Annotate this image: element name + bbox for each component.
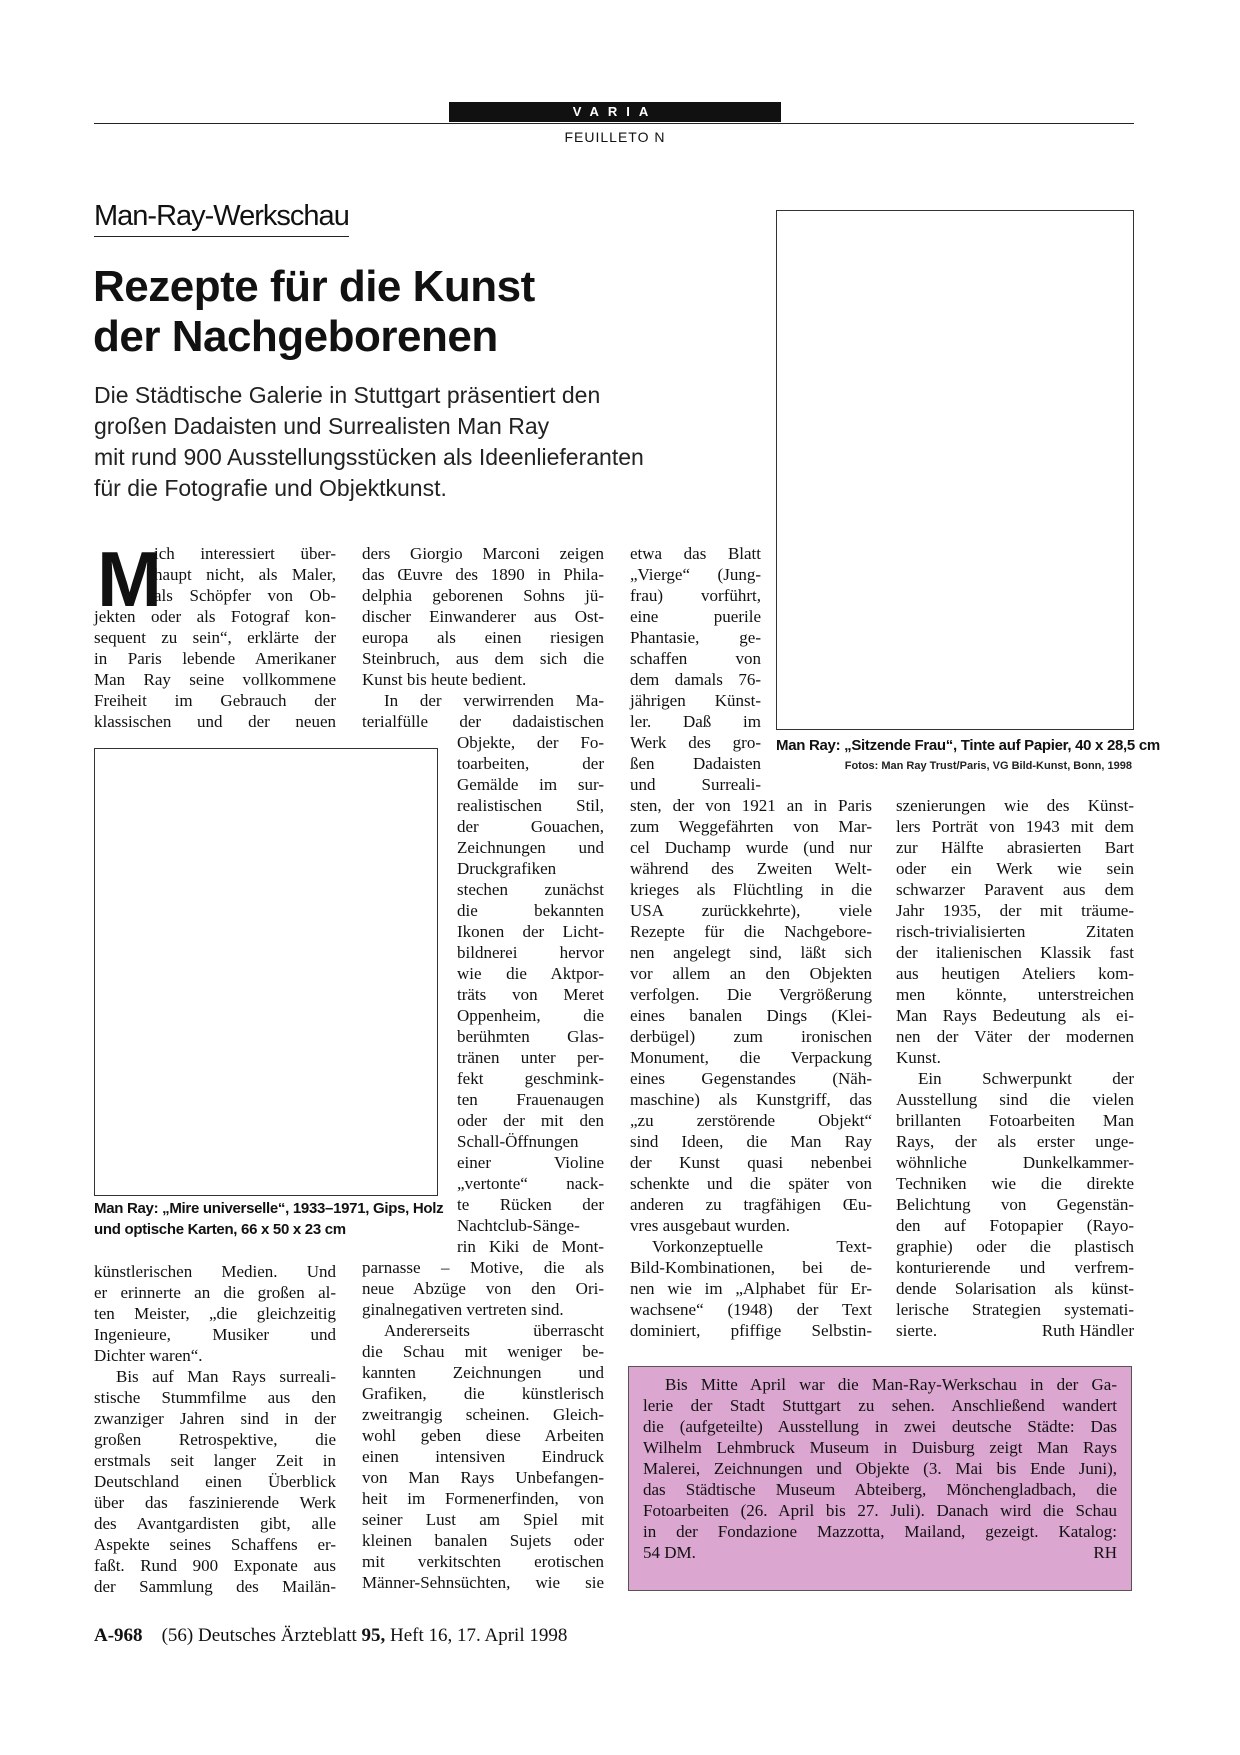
text-line: Ein Schwerpunkt der	[918, 1069, 1134, 1088]
text-line: delphia geborenen Sohns jü-	[362, 586, 604, 605]
column-4	[896, 795, 1134, 1320]
text-line: den auf Fotopapier (Rayo-	[896, 1216, 1134, 1235]
text-line: sequent zu sein“, erklärte der	[94, 628, 336, 647]
text-line: verfolgen. Die Vergrößerung	[630, 985, 872, 1004]
text-line: Man Rays Bedeutung als ei-	[896, 1006, 1134, 1025]
text-line: stechen zunächst	[457, 880, 604, 899]
text-line: künstlerischen Medien. Und	[94, 1262, 336, 1281]
text-line: Vorkonzeptuelle Text-	[652, 1237, 872, 1256]
text-line: ders Giorgio Marconi zeigen	[362, 544, 604, 563]
text-line: lers Porträt von 1943 mit dem	[896, 817, 1134, 836]
text-line: ler. Daß im	[630, 712, 761, 731]
text-line: wohl geben diese Arbeiten	[362, 1426, 604, 1445]
text-line: sind Ideen, die Man Ray	[630, 1132, 872, 1151]
caption-line: und optische Karten, 66 x 50 x 23 cm	[94, 1221, 346, 1238]
text-line	[896, 1320, 1134, 1341]
text-line: zweitrangig scheinen. Gleich-	[362, 1405, 604, 1424]
text-line: in Paris lebende Amerikaner	[94, 649, 336, 668]
text-line: der Kunst quasi nebenbei	[630, 1153, 872, 1172]
text-line: In der verwirrenden Ma-	[384, 691, 604, 710]
text-line: rin Kiki de Mont-	[457, 1237, 604, 1256]
text-line: ßen Dadaisten	[630, 754, 761, 773]
text-line: schwarzer Paravent aus dem	[896, 880, 1134, 899]
text-line: Kunst bis heute bedient.	[362, 670, 527, 689]
text-line: kannten Zeichnungen und	[362, 1363, 604, 1382]
text-line: nen wie im „Alphabet für Er-	[630, 1279, 872, 1298]
text-line: bildnerei hervor	[457, 943, 604, 962]
info-line: lerie der Stadt Stuttgart zu sehen. Anschließend wandert	[643, 1396, 1117, 1415]
info-line: Bis Mitte April war die Man-Ray-Werkschau in der Ga-	[665, 1375, 1117, 1394]
text-line: kleinen banalen Sujets oder	[362, 1531, 604, 1550]
text-line: terialfülle der dadaistischen	[362, 712, 604, 731]
standfirst-line: Die Städtische Galerie in Stuttgart präsentiert den	[94, 382, 601, 408]
text-line: eine puerile	[630, 607, 761, 626]
column-4-end	[896, 1320, 1134, 1341]
article-rubric: Man-Ray-Werkschau	[94, 200, 349, 237]
text-line: Männer-Sehnsüchten, wie sie	[362, 1573, 604, 1592]
info-line: in der Fondazione Mazzotta, Mailand, gezeigt. Katalog:	[643, 1522, 1117, 1541]
text-line: Techniken wie die direkte	[896, 1174, 1134, 1193]
text-line: mit verkitschten erotischen	[362, 1552, 604, 1571]
text-line: neue Abzüge von den Ori-	[362, 1279, 604, 1298]
text-line: Andererseits überrascht	[384, 1321, 604, 1340]
text-line: graphie) oder die plastisch	[896, 1237, 1134, 1256]
text-line: wöhnliche Dunkelkammer-	[896, 1153, 1134, 1172]
text-line: Ikonen der Licht-	[457, 922, 604, 941]
text-line: zwanziger Jahren sind in der	[94, 1409, 336, 1428]
author-name: Ruth Händler	[1041, 1321, 1134, 1340]
text-line: dem damals 76-	[630, 670, 761, 689]
text-line: Phantasie, ge-	[630, 628, 761, 647]
text-line: „zu zerstörende Objekt“	[630, 1111, 872, 1130]
text-line: vor allem an den Objekten	[630, 964, 872, 983]
photo-credit: Fotos: Man Ray Trust/Paris, VG Bild-Kunst, Bonn, 1998	[844, 760, 1132, 772]
info-line: Fotoarbeiten (26. April bis 27. Juli). Danach wird die Schau	[643, 1501, 1117, 1520]
text-line: Grafiken, die künstlerisch	[362, 1384, 604, 1403]
text-line: derbügel) zum ironischen	[630, 1027, 872, 1046]
text-line: lerische Strategien systemati-	[896, 1300, 1134, 1319]
text-line: von Man Rays Unbefangen-	[362, 1468, 604, 1487]
headline-line: Rezepte für die Kunst	[93, 262, 535, 311]
page-num-paren: (56)	[161, 1625, 194, 1646]
text-line: der italienischen Klassik fast	[896, 943, 1134, 962]
text-line: seiner Lust am Spiel mit	[362, 1510, 604, 1529]
headline-line: der Nachgeborenen	[93, 312, 498, 361]
column-2-narrow	[457, 732, 604, 1257]
last-line-text: sierte.	[896, 1321, 938, 1340]
column-2-bottom	[362, 1257, 604, 1593]
text-line: großen Retrospektive, die	[94, 1430, 336, 1449]
text-line: toarbeiten, der	[457, 754, 604, 773]
caption-sitzende-frau: Man Ray: „Sitzende Frau“, Tinte auf Papier, 40 x 28,5 cm	[776, 737, 1160, 754]
caption-mire-universelle	[94, 1198, 454, 1240]
text-line: „Vierge“ (Jung-	[630, 565, 761, 584]
text-line: der Gouachen,	[457, 817, 604, 836]
text-line: Bild-Kombinationen, bei de-	[630, 1258, 872, 1277]
text-line: einen intensiven Eindruck	[362, 1447, 604, 1466]
text-line: Jahr 1935, der mit träume-	[896, 901, 1134, 920]
column-1-bottom	[94, 1261, 336, 1597]
text-line: maschine) als Kunstgriff, das	[630, 1090, 872, 1109]
journal-issue: Heft 16, 17. April 1998	[390, 1625, 568, 1646]
text-line: des Avantgardisten gibt, alle	[94, 1514, 336, 1533]
text-line: oder der mit den	[457, 1111, 604, 1130]
text-line: cel Duchamp wurde (und nur	[630, 838, 872, 857]
text-line: fekt geschmink-	[457, 1069, 604, 1088]
text-line: Aspekte seines Schaffens er-	[94, 1535, 336, 1554]
text-line: Druckgrafiken	[457, 859, 557, 878]
column-3-wide	[630, 795, 872, 1341]
text-line: etwa das Blatt	[630, 544, 761, 563]
article-standfirst	[94, 380, 694, 504]
text-line: über das faszinierende Werk	[94, 1493, 336, 1512]
text-line: dominiert, pfiffige Selbstin-	[630, 1321, 872, 1340]
text-line: er erinnerte an die großen al-	[94, 1283, 336, 1302]
text-line: jekten oder als Fotograf kon-	[94, 607, 336, 626]
text-line: während des Zweiten Welt-	[630, 859, 872, 878]
text-line: ich interessiert über-	[154, 544, 336, 563]
text-line: te Rücken der	[457, 1195, 604, 1214]
standfirst-line: mit rund 900 Ausstellungsstücken als Ideenlieferanten	[94, 444, 644, 470]
text-line: men könnte, unterstreichen	[896, 985, 1134, 1004]
text-line: brillanten Fotoarbeiten Man	[896, 1111, 1134, 1130]
text-line: heit im Formenerfinden, von	[362, 1489, 604, 1508]
info-initials: RH	[1093, 1543, 1117, 1562]
article-headline	[93, 262, 693, 362]
text-line: Werk des gro-	[630, 733, 761, 752]
text-line: Dichter waren“.	[94, 1346, 203, 1365]
text-line: ten Frauenaugen	[457, 1090, 604, 1109]
text-line: die Schau mit weniger be-	[362, 1342, 604, 1361]
text-line: berühmten Glas-	[457, 1027, 604, 1046]
text-line: dende Solarisation als künst-	[896, 1279, 1134, 1298]
text-line: Freiheit im Gebrauch der	[94, 691, 336, 710]
text-line: tränen unter per-	[457, 1048, 604, 1067]
photo-sitzende-frau	[776, 210, 1134, 730]
text-line: jährigen Künst-	[630, 691, 761, 710]
header-rule	[94, 123, 1134, 124]
text-line: anderen zu tragfähigen Œu-	[630, 1195, 872, 1214]
text-line: faßt. Rund 900 Exponate aus	[94, 1556, 336, 1575]
text-line: Rezepte für die Nachgebore-	[630, 922, 872, 941]
subsection-label: FEUILLETO N	[564, 129, 666, 145]
text-line: discher Einwanderer aus Ost-	[362, 607, 604, 626]
text-line: Ausstellung sind die vielen	[896, 1090, 1134, 1109]
text-line: aus heutigen Ateliers kom-	[896, 964, 1134, 983]
journal-volume: 95,	[361, 1625, 386, 1646]
text-line: der Sammlung des Mailän-	[94, 1577, 336, 1596]
text-line: Steinbruch, aus dem sich die	[362, 649, 604, 668]
text-line: klassischen und der neuen	[94, 712, 336, 731]
text-line: frau) vorführt,	[630, 586, 761, 605]
text-line: Belichtung von Gegenstän-	[896, 1195, 1134, 1214]
text-line: sten, der von 1921 an in Paris	[630, 796, 872, 815]
info-line: Malerei, Zeichnungen und Objekte (3. Mai bis Ende Juni),	[643, 1459, 1117, 1478]
text-line: Gemälde im sur-	[457, 775, 604, 794]
text-line: risch-trivialisierten Zitaten	[896, 922, 1134, 941]
info-line: die (aufgeteilte) Ausstellung in zwei deutsche Städte: Das	[643, 1417, 1117, 1436]
column-1-top	[94, 535, 336, 732]
text-line: Objekte, der Fo-	[457, 733, 604, 752]
text-line: eines Gegenstandes (Näh-	[630, 1069, 872, 1088]
text-line: das Œuvre des 1890 in Phila-	[362, 565, 604, 584]
text-line: erstmals seit langer Zeit in	[94, 1451, 336, 1470]
text-line: Zeichnungen und	[457, 838, 604, 857]
text-line: Ingenieure, Musiker und	[94, 1325, 336, 1344]
text-line: ginalnegativen vertreten sind.	[362, 1300, 564, 1319]
text-line: parnasse – Motive, die als	[362, 1258, 604, 1277]
caption-line: Man Ray: „Mire universelle“, 1933–1971, Gips, Holz	[94, 1200, 444, 1217]
drop-cap: M	[97, 535, 162, 623]
text-line: einer Violine	[457, 1153, 604, 1172]
text-line: „vertonte“ nack-	[457, 1174, 604, 1193]
text-line: Deutschland einen Überblick	[94, 1472, 336, 1491]
info-line	[643, 1542, 1117, 1563]
text-line: und Surreali-	[630, 775, 761, 794]
text-line: vres ausgebaut wurden.	[630, 1216, 791, 1235]
text-line: träts von Meret	[457, 985, 604, 1004]
text-line: Monument, die Verpackung	[630, 1048, 872, 1067]
text-line: Bis auf Man Rays surreali-	[116, 1367, 336, 1386]
page-number: A-968	[94, 1625, 143, 1646]
text-line: realistischen Stil,	[457, 796, 604, 815]
text-line: Man Ray seine vollkommene	[94, 670, 336, 689]
text-line: Kunst.	[896, 1048, 941, 1067]
standfirst-line: für die Fotografie und Objektkunst.	[94, 475, 447, 501]
text-line: schenkte und die später von	[630, 1174, 872, 1193]
text-line: zur Hälfte abrasierten Bart	[896, 838, 1134, 857]
text-line: haupt nicht, als Maler,	[154, 565, 336, 584]
standfirst-line: großen Dadaisten und Surrealisten Man Ray	[94, 413, 550, 439]
text-line: szenierungen wie des Künst-	[896, 796, 1134, 815]
text-line: wie die Aktpor-	[457, 964, 604, 983]
text-line: zum Weggefährten von Mar-	[630, 817, 872, 836]
info-line: das Städtische Museum Abteiberg, Mönchengladbach, die	[643, 1480, 1117, 1499]
photo-mire-universelle	[94, 748, 438, 1196]
text-line: oder ein Werk wie sein	[896, 859, 1134, 878]
text-line: Nachtclub-Sänge-	[457, 1216, 580, 1235]
section-label: VARIA	[449, 102, 781, 122]
text-line: Schall-Öffnungen	[457, 1132, 579, 1151]
info-last-text: 54 DM.	[643, 1543, 696, 1562]
column-2-top	[362, 543, 604, 732]
text-line: als Schöpfer von Ob-	[154, 586, 336, 605]
text-line: schaffen von	[630, 649, 761, 668]
text-line: Rays, der als erster unge-	[896, 1132, 1134, 1151]
info-line: Wilhelm Lehmbruck Museum in Duisburg zeigt Man Rays	[643, 1438, 1117, 1457]
text-line: nen der Väter der modernen	[896, 1027, 1134, 1046]
text-line: ten Meister, „die gleichzeitig	[94, 1304, 336, 1323]
info-box	[628, 1366, 1132, 1591]
text-line: USA zurückkehrte), viele	[630, 901, 872, 920]
text-line: stische Stummfilme aus den	[94, 1388, 336, 1407]
text-line: europa als einen riesigen	[362, 628, 604, 647]
column-3-narrow	[630, 543, 761, 795]
text-line: nen angelegt sind, läßt sich	[630, 943, 872, 962]
text-line: Oppenheim, die	[457, 1006, 604, 1025]
page-footer	[94, 1625, 567, 1647]
journal-name: Deutsches Ärzteblatt	[197, 1625, 357, 1646]
text-line: krieges als Flüchtling in die	[630, 880, 872, 899]
text-line: konturierende und verfrem-	[896, 1258, 1134, 1277]
text-line: die bekannten	[457, 901, 604, 920]
text-line: wachsene“ (1948) der Text	[630, 1300, 872, 1319]
text-line: eines banalen Dings (Klei-	[630, 1006, 872, 1025]
